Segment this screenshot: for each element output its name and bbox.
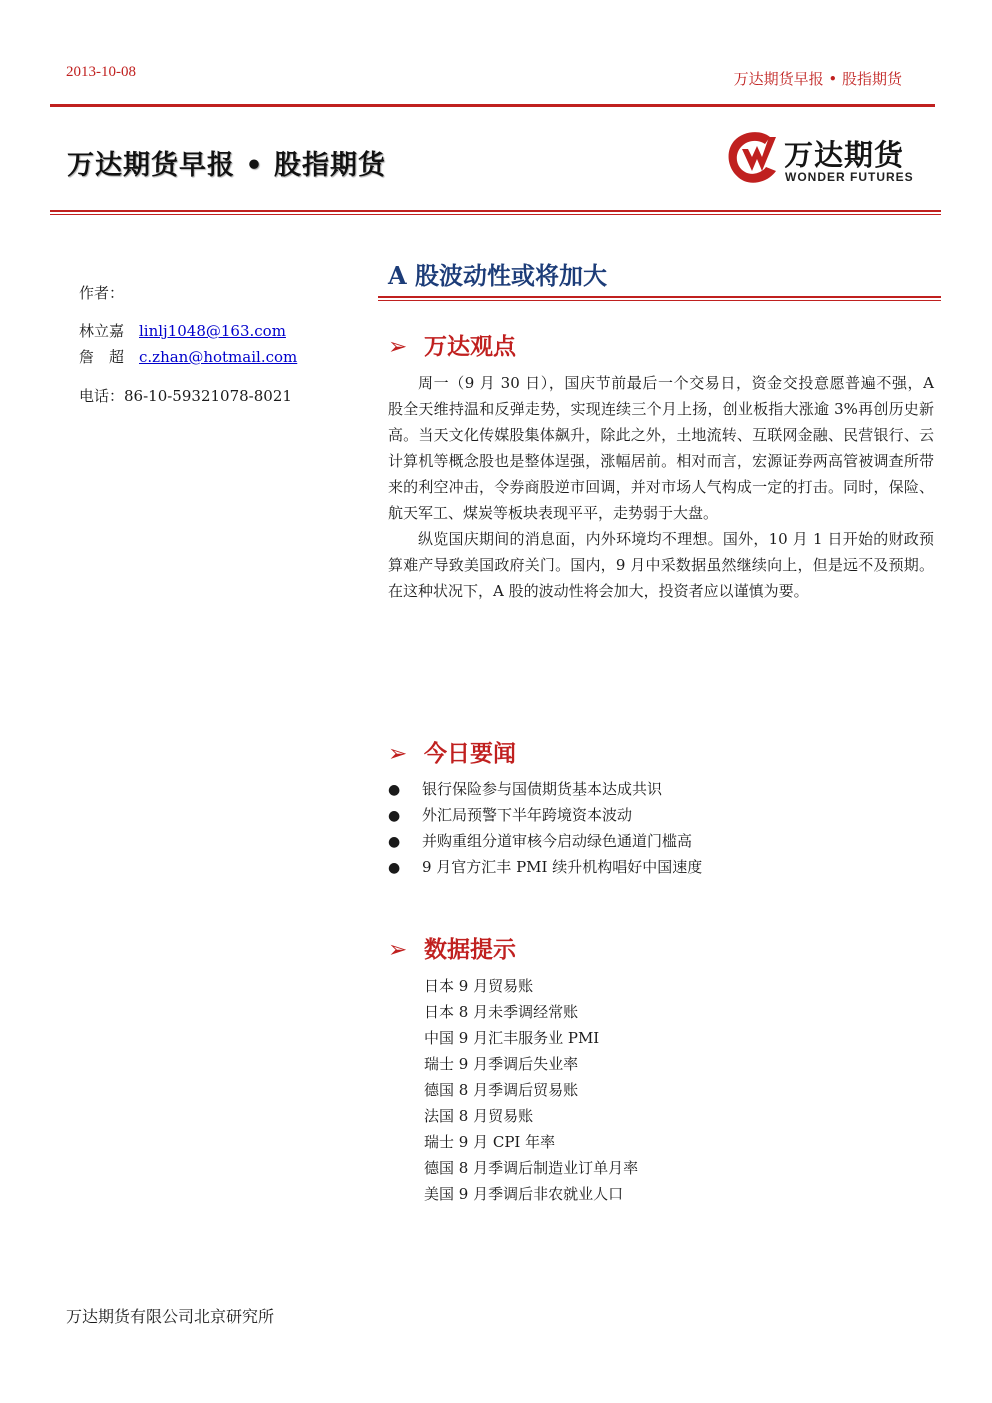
report-title: 万达期货早报 • 股指期货 xyxy=(67,150,387,181)
author-name: 林立嘉 xyxy=(79,322,125,340)
article-title-divider xyxy=(378,296,941,298)
bullet-icon: ● xyxy=(388,782,401,798)
list-item xyxy=(388,776,702,802)
list-item: 中国 9 月汇丰服务业 PMI xyxy=(424,1029,600,1047)
bullet-icon: ● xyxy=(388,808,401,824)
header-divider xyxy=(50,104,935,107)
report-date: 2013-10-08 xyxy=(66,64,136,80)
list-item xyxy=(388,828,702,854)
news-text: 外汇局预警下半年跨境资本波动 xyxy=(422,806,633,824)
list-item: 德国 8 月季调后贸易账 xyxy=(424,1081,579,1099)
contact-phone: 电话：86-10-59321078-8021 xyxy=(79,387,292,405)
title-divider xyxy=(50,210,941,212)
running-header-title: 万达期货早报 • 股指期货 xyxy=(733,70,902,88)
section-heading-label: 万达观点 xyxy=(424,334,516,360)
data-prompt-list xyxy=(424,973,638,1207)
list-item: 瑞士 9 月季调后失业率 xyxy=(424,1055,579,1073)
list-item: 日本 8 月未季调经常账 xyxy=(424,1003,579,1021)
article-body xyxy=(388,370,934,604)
arrow-right-icon: ➢ xyxy=(388,334,408,360)
section-heading-label: 数据提示 xyxy=(424,937,516,963)
article-title-divider-thin xyxy=(378,300,941,301)
list-item: 法国 8 月贸易账 xyxy=(424,1107,534,1125)
paragraph: 周一（9 月 30 日），国庆节前最后一个交易日，资金交投意愿普遍不强，A 股全天维持温和反弹走势，实现连续三个月上扬，创业板指大涨逾 3%再创历史新高。当天文化传媒股集体飙升，除此之外，土地流转、互联网金融、民营银行、云计算机等概念股也是整体逞强，涨幅居前。相对而言，宏源证券两高管被调查所带来的利空冲击，令券商股逆市回调，并对市场人气构成一定的打击。同时，保险、航天军工、煤炭等板块表现平平，走势弱于大盘。 xyxy=(388,374,934,522)
news-text: 9 月官方汇丰 PMI 续升机构唱好中国速度 xyxy=(422,858,703,876)
logo-name-en: WONDER FUTURES xyxy=(785,170,914,184)
section-heading-news xyxy=(388,735,516,768)
author-label: 作者： xyxy=(79,284,125,302)
wonder-futures-logo-icon xyxy=(722,127,782,187)
list-item: 德国 8 月季调后制造业订单月率 xyxy=(424,1159,639,1177)
section-heading-view xyxy=(388,328,516,361)
title-divider-thin xyxy=(50,214,941,215)
author-email-link[interactable]: linlj1048@163.com xyxy=(139,322,286,340)
list-item: 美国 9 月季调后非农就业人口 xyxy=(424,1185,624,1203)
footer-organization: 万达期货有限公司北京研究所 xyxy=(66,1307,275,1326)
author-name: 詹 超 xyxy=(79,348,125,366)
paragraph: 纵览国庆期间的消息面，内外环境均不理想。国外，10 月 1 日开始的财政预算难产导致美国政府关门。国内，9 月中采数据虽然继续向上，但是远不及预期。在这种状况下，A 股的波动性将会加大，投资者应以谨慎为要。 xyxy=(388,530,934,600)
arrow-right-icon: ➢ xyxy=(388,741,408,767)
author-entry xyxy=(79,320,286,341)
article-title: A 股波动性或将加大 xyxy=(388,261,607,290)
section-heading-label: 今日要闻 xyxy=(424,741,516,767)
news-text: 并购重组分道审核今启动绿色通道门槛高 xyxy=(422,832,693,850)
list-item: 日本 9 月贸易账 xyxy=(424,977,534,995)
logo-name-cn: 万达期货 xyxy=(784,138,905,172)
list-item xyxy=(388,802,702,828)
author-entry xyxy=(79,346,297,367)
list-item: 瑞士 9 月 CPI 年率 xyxy=(424,1133,556,1151)
bullet-icon: ● xyxy=(388,860,401,876)
bullet-icon: ● xyxy=(388,834,401,850)
arrow-right-icon: ➢ xyxy=(388,937,408,963)
section-heading-data xyxy=(388,931,516,964)
author-email-link[interactable]: c.zhan@hotmail.com xyxy=(139,348,298,366)
news-list xyxy=(388,776,702,880)
list-item xyxy=(388,854,702,880)
news-text: 银行保险参与国债期货基本达成共识 xyxy=(422,780,663,798)
company-logo xyxy=(718,125,938,187)
